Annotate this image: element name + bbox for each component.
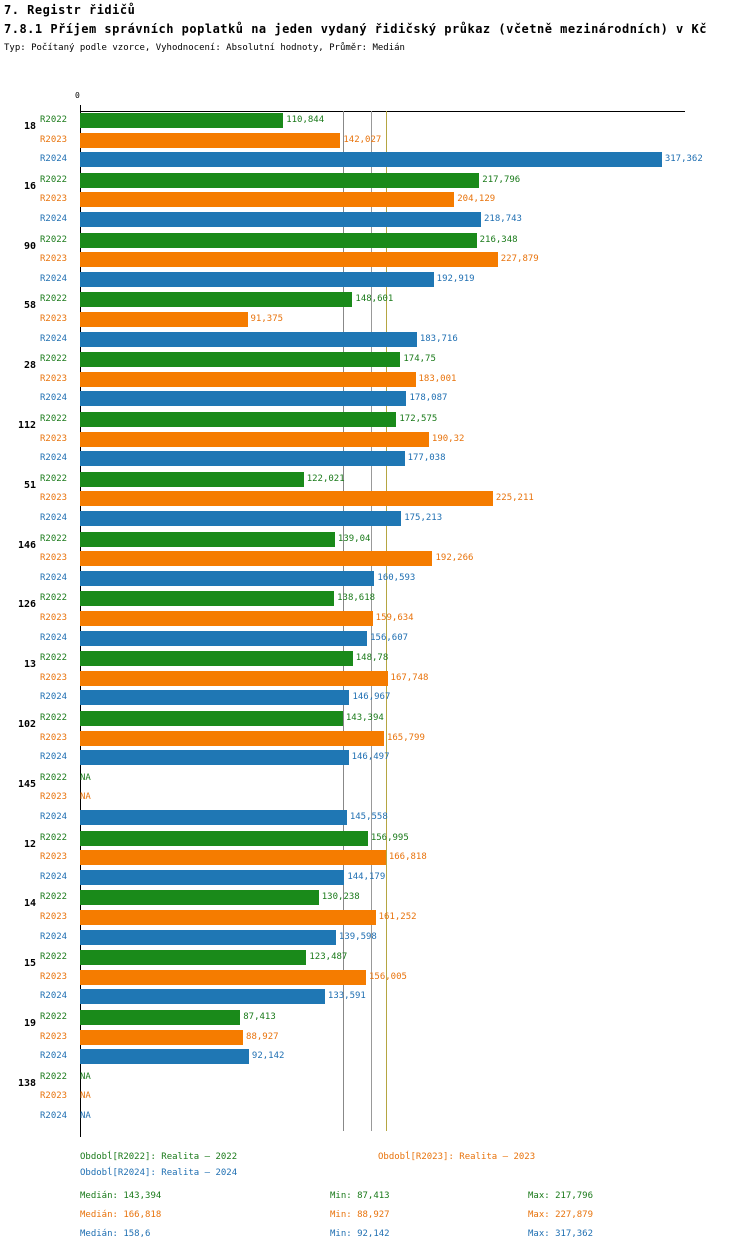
bar-row[interactable] bbox=[40, 370, 750, 389]
bar-row[interactable] bbox=[40, 530, 750, 549]
series-label: R2022 bbox=[40, 354, 68, 365]
bar-group bbox=[0, 231, 750, 290]
bar[interactable] bbox=[80, 472, 304, 487]
bar-row[interactable] bbox=[40, 449, 750, 468]
bar-value-label: 156,995 bbox=[370, 832, 409, 843]
bar-group bbox=[0, 290, 750, 349]
bar-group bbox=[0, 410, 750, 469]
bar-value-label: 177,038 bbox=[407, 453, 446, 464]
series-label: R2022 bbox=[40, 832, 68, 843]
bar[interactable] bbox=[80, 711, 343, 726]
series-label: R2024 bbox=[40, 453, 68, 464]
bar-group bbox=[0, 649, 750, 708]
bar-row[interactable] bbox=[40, 171, 750, 190]
bar-row[interactable] bbox=[40, 270, 750, 289]
bar[interactable] bbox=[80, 1030, 243, 1045]
bar-row[interactable] bbox=[40, 968, 750, 987]
bar-row[interactable] bbox=[40, 769, 750, 788]
bar-group bbox=[0, 1008, 750, 1067]
bar-row[interactable] bbox=[40, 848, 750, 867]
bar-row[interactable] bbox=[40, 589, 750, 608]
bar[interactable] bbox=[80, 731, 384, 746]
legend-row bbox=[0, 1167, 750, 1183]
bar-group bbox=[0, 530, 750, 589]
group-category-label: 138 bbox=[17, 1077, 36, 1089]
series-label: R2024 bbox=[40, 213, 68, 224]
bar-row[interactable] bbox=[40, 1107, 750, 1126]
bar-value-label: 110,844 bbox=[286, 115, 325, 125]
bar-row[interactable] bbox=[40, 788, 750, 807]
axis-zero-label: 0 bbox=[75, 91, 80, 100]
bar[interactable] bbox=[80, 152, 662, 167]
bar-value-label: 142,027 bbox=[343, 134, 382, 145]
bar-row[interactable] bbox=[40, 509, 750, 528]
bar-row[interactable] bbox=[40, 1028, 750, 1047]
bar[interactable] bbox=[80, 591, 334, 606]
series-label: R2023 bbox=[40, 254, 68, 265]
stat-median: Medián: 158,6 bbox=[80, 1229, 151, 1239]
series-label: R2024 bbox=[40, 752, 68, 763]
bar-value-label: 217,796 bbox=[482, 174, 521, 185]
group-category-label: 146 bbox=[17, 539, 36, 551]
stat-row bbox=[0, 1229, 750, 1248]
group-category-label: 58 bbox=[23, 300, 36, 312]
bar[interactable] bbox=[80, 412, 396, 427]
bar[interactable] bbox=[80, 950, 306, 965]
bar-value-label: 190,32 bbox=[431, 433, 465, 444]
bar-group bbox=[0, 1068, 750, 1127]
bar[interactable] bbox=[80, 690, 349, 705]
bar[interactable] bbox=[80, 532, 335, 547]
bar-value-label: 192,266 bbox=[435, 553, 474, 564]
series-label: R2022 bbox=[40, 1012, 68, 1022]
bar[interactable] bbox=[80, 551, 432, 566]
series-label: R2023 bbox=[40, 313, 68, 324]
bar[interactable] bbox=[80, 252, 498, 267]
bar-value-na: NA bbox=[80, 792, 91, 803]
chart-subtitle: Typ: Počítaný podle vzorce, Vyhodnocení: Absolutní hodnoty, Průměr: Medián bbox=[4, 43, 405, 53]
series-label: R2024 bbox=[40, 333, 68, 344]
bar-value-label: 204,129 bbox=[457, 194, 496, 205]
bar-row[interactable] bbox=[40, 609, 750, 628]
bar-row[interactable] bbox=[40, 489, 750, 508]
bar-row[interactable] bbox=[40, 131, 750, 150]
bar-value-label: 92,142 bbox=[251, 1051, 285, 1062]
bar[interactable] bbox=[80, 491, 493, 506]
bar-row[interactable] bbox=[40, 987, 750, 1006]
bar-row[interactable] bbox=[40, 1087, 750, 1106]
group-category-label: 18 bbox=[23, 121, 36, 132]
bar-value-label: 138,618 bbox=[337, 593, 376, 604]
bar-row[interactable] bbox=[40, 410, 750, 429]
series-label: R2024 bbox=[40, 393, 68, 404]
bar-group bbox=[0, 589, 750, 648]
group-category-label: 12 bbox=[23, 838, 36, 850]
bar-value-label: 145,558 bbox=[349, 811, 388, 822]
bar-group bbox=[0, 111, 750, 170]
bar-value-na: NA bbox=[80, 1071, 91, 1082]
chart-header bbox=[0, 3, 750, 54]
bar-row[interactable] bbox=[40, 629, 750, 648]
bar-row[interactable] bbox=[40, 868, 750, 887]
series-label: R2022 bbox=[40, 593, 68, 604]
bar-chart-plot bbox=[0, 91, 750, 1149]
bar-value-label: 165,799 bbox=[386, 732, 425, 743]
legend-item[interactable]: Obdobĺ[R2023]: Realita – 2023 bbox=[378, 1152, 536, 1162]
series-label: R2023 bbox=[40, 732, 68, 743]
bar-row[interactable] bbox=[40, 231, 750, 250]
bar-row[interactable] bbox=[40, 928, 750, 947]
stat-row bbox=[0, 1210, 750, 1229]
bar-row[interactable] bbox=[40, 649, 750, 668]
series-label: R2023 bbox=[40, 134, 68, 145]
series-label: R2023 bbox=[40, 971, 68, 982]
series-label: R2022 bbox=[40, 892, 68, 903]
bar-value-label: 167,748 bbox=[390, 672, 429, 683]
bar-row[interactable] bbox=[40, 310, 750, 329]
series-label: R2023 bbox=[40, 553, 68, 564]
bar[interactable] bbox=[80, 671, 388, 686]
bar-row[interactable] bbox=[40, 948, 750, 967]
bar-value-label: 91,375 bbox=[250, 313, 284, 324]
bar-value-label: 146,497 bbox=[351, 752, 390, 763]
bar-value-label: 146,967 bbox=[352, 692, 391, 703]
bar[interactable] bbox=[80, 432, 429, 447]
bar-group bbox=[0, 829, 750, 888]
group-category-label: 90 bbox=[23, 240, 36, 252]
bar-group bbox=[0, 171, 750, 230]
bar-row[interactable] bbox=[40, 190, 750, 209]
bar[interactable] bbox=[80, 212, 481, 227]
bar-value-na: NA bbox=[80, 772, 91, 783]
series-label: R2024 bbox=[40, 273, 68, 284]
series-label: R2022 bbox=[40, 115, 68, 125]
stat-median: Medián: 143,394 bbox=[80, 1191, 162, 1201]
bar[interactable] bbox=[80, 352, 400, 367]
stat-min: Min: 88,927 bbox=[330, 1210, 390, 1220]
bar-group bbox=[0, 709, 750, 768]
series-label: R2022 bbox=[40, 533, 68, 544]
series-label: R2022 bbox=[40, 473, 68, 484]
bar-row[interactable] bbox=[40, 748, 750, 767]
bar[interactable] bbox=[80, 451, 405, 466]
bar-row[interactable] bbox=[40, 688, 750, 707]
bar[interactable] bbox=[80, 332, 417, 347]
group-category-label: 112 bbox=[17, 420, 36, 431]
bar-row[interactable] bbox=[40, 569, 750, 588]
bar[interactable] bbox=[80, 631, 367, 646]
group-category-label: 15 bbox=[23, 958, 36, 970]
series-label: R2024 bbox=[40, 871, 68, 882]
bar[interactable] bbox=[80, 989, 325, 1004]
bar-row[interactable] bbox=[40, 150, 750, 169]
bar-value-label: 178,087 bbox=[409, 393, 448, 404]
series-label: R2022 bbox=[40, 1071, 68, 1082]
series-label: R2023 bbox=[40, 1091, 68, 1102]
bar-value-label: 139,598 bbox=[338, 931, 377, 942]
group-category-label: 145 bbox=[17, 778, 36, 790]
bar-row[interactable] bbox=[40, 908, 750, 927]
bar-value-label: 183,716 bbox=[419, 333, 458, 344]
bar-row[interactable] bbox=[40, 430, 750, 449]
legend-row bbox=[0, 1151, 750, 1167]
bar[interactable] bbox=[80, 272, 434, 287]
bar-row[interactable] bbox=[40, 470, 750, 489]
bar-row[interactable] bbox=[40, 389, 750, 408]
bar-row[interactable] bbox=[40, 111, 750, 130]
bar[interactable] bbox=[80, 292, 352, 307]
bar-value-label: 130,238 bbox=[321, 892, 360, 903]
bar[interactable] bbox=[80, 511, 401, 526]
bar-row[interactable] bbox=[40, 330, 750, 349]
chart-legend bbox=[0, 1151, 750, 1183]
bar-value-label: 143,394 bbox=[345, 713, 384, 723]
bar-value-label: 148,601 bbox=[355, 294, 394, 305]
group-category-label: 51 bbox=[23, 479, 36, 491]
series-label: R2024 bbox=[40, 1110, 68, 1121]
bar[interactable] bbox=[80, 651, 353, 666]
bar[interactable] bbox=[80, 233, 477, 248]
series-label: R2023 bbox=[40, 612, 68, 623]
bar[interactable] bbox=[80, 890, 319, 905]
stat-max: Max: 217,796 bbox=[528, 1191, 594, 1201]
bar-row[interactable] bbox=[40, 709, 750, 728]
bar[interactable] bbox=[80, 870, 344, 885]
series-label: R2022 bbox=[40, 234, 68, 245]
group-category-label: 16 bbox=[23, 180, 36, 192]
bar-value-label: 133,591 bbox=[327, 991, 366, 1002]
bar-group bbox=[0, 470, 750, 529]
section-label: 7. Registr řidičů bbox=[4, 3, 136, 17]
bar[interactable] bbox=[80, 930, 336, 945]
series-label: R2024 bbox=[40, 512, 68, 523]
series-label: R2023 bbox=[40, 1031, 68, 1042]
bar-group bbox=[0, 948, 750, 1007]
bar-row[interactable] bbox=[40, 549, 750, 568]
bar-group bbox=[0, 769, 750, 828]
series-label: R2023 bbox=[40, 194, 68, 205]
series-label: R2024 bbox=[40, 692, 68, 703]
series-label: R2023 bbox=[40, 852, 68, 863]
bar-row[interactable] bbox=[40, 829, 750, 848]
bar-group bbox=[0, 888, 750, 947]
bar-row[interactable] bbox=[40, 1008, 750, 1027]
page-title: 7.8.1 Příjem správních poplatků na jeden vydaný řidičský průkaz (včetně mezinárodních) v Kč bbox=[4, 22, 707, 36]
bar-row[interactable] bbox=[40, 669, 750, 688]
bar-row[interactable] bbox=[40, 290, 750, 309]
stat-max: Max: 227,879 bbox=[528, 1210, 594, 1220]
series-label: R2024 bbox=[40, 931, 68, 942]
bar-row[interactable] bbox=[40, 210, 750, 229]
series-label: R2022 bbox=[40, 653, 68, 664]
stat-max: Max: 317,362 bbox=[528, 1229, 594, 1239]
series-label: R2023 bbox=[40, 911, 68, 922]
series-label: R2024 bbox=[40, 154, 68, 165]
bar-value-label: 148,78 bbox=[355, 653, 389, 664]
bar-value-label: 172,575 bbox=[399, 414, 438, 424]
series-label: R2022 bbox=[40, 772, 68, 783]
bar-value-label: 161,252 bbox=[378, 911, 417, 922]
bar[interactable] bbox=[80, 312, 248, 327]
bar[interactable] bbox=[80, 391, 406, 406]
legend-item[interactable]: Obdobĺ[R2024]: Realita – 2024 bbox=[80, 1168, 238, 1178]
bar[interactable] bbox=[80, 113, 283, 128]
bar[interactable] bbox=[80, 1010, 240, 1025]
series-label: R2024 bbox=[40, 811, 68, 822]
bar[interactable] bbox=[80, 372, 416, 387]
bar[interactable] bbox=[80, 1049, 249, 1064]
bar-row[interactable] bbox=[40, 1068, 750, 1087]
bar-value-label: 317,362 bbox=[664, 154, 703, 165]
bar-value-label: 174,75 bbox=[403, 354, 436, 365]
bar-row[interactable] bbox=[40, 729, 750, 748]
series-label: R2022 bbox=[40, 294, 68, 305]
bar-value-label: 175,213 bbox=[404, 512, 443, 523]
series-label: R2022 bbox=[40, 414, 68, 424]
bar[interactable] bbox=[80, 611, 373, 626]
series-label: R2022 bbox=[40, 952, 68, 963]
bar-row[interactable] bbox=[40, 888, 750, 907]
bar-value-label: 156,005 bbox=[369, 971, 407, 982]
series-label: R2022 bbox=[40, 174, 68, 185]
bar[interactable] bbox=[80, 173, 479, 188]
group-category-label: 28 bbox=[23, 360, 36, 372]
group-category-label: 102 bbox=[17, 719, 36, 730]
bar-value-label: 216,348 bbox=[479, 234, 518, 245]
bar[interactable] bbox=[80, 850, 386, 865]
bar[interactable] bbox=[80, 970, 366, 985]
group-category-label: 19 bbox=[23, 1018, 36, 1029]
bar-group bbox=[0, 350, 750, 409]
bar[interactable] bbox=[80, 571, 374, 586]
bar-row[interactable] bbox=[40, 808, 750, 827]
bar-value-label: 144,179 bbox=[347, 871, 386, 882]
stat-row bbox=[0, 1191, 750, 1210]
bar-value-label: 123,487 bbox=[309, 952, 348, 963]
bar-value-label: 218,743 bbox=[484, 213, 522, 224]
bar[interactable] bbox=[80, 910, 376, 925]
bar-value-label: 159,634 bbox=[375, 612, 414, 623]
series-label: R2024 bbox=[40, 632, 68, 643]
group-category-label: 126 bbox=[17, 599, 36, 611]
bar-value-label: 183,001 bbox=[418, 373, 457, 384]
series-label: R2022 bbox=[40, 713, 68, 723]
bar-value-na: NA bbox=[80, 1091, 91, 1102]
chart-stats bbox=[0, 1191, 750, 1248]
series-label: R2024 bbox=[40, 991, 68, 1002]
legend-item[interactable]: Obdobĺ[R2022]: Realita – 2022 bbox=[80, 1152, 238, 1162]
series-label: R2023 bbox=[40, 493, 68, 504]
bar[interactable] bbox=[80, 810, 347, 825]
bar[interactable] bbox=[80, 133, 340, 148]
stat-min: Min: 92,142 bbox=[330, 1229, 390, 1239]
bar[interactable] bbox=[80, 750, 349, 765]
bar-value-na: NA bbox=[80, 1110, 91, 1121]
series-label: R2023 bbox=[40, 433, 68, 444]
series-label: R2024 bbox=[40, 1051, 68, 1062]
series-label: R2024 bbox=[40, 572, 68, 583]
bar-value-label: 166,818 bbox=[388, 852, 427, 863]
bar-row[interactable] bbox=[40, 1047, 750, 1066]
bar-value-label: 160,593 bbox=[377, 572, 416, 583]
bar-row[interactable] bbox=[40, 250, 750, 269]
bar-value-label: 122,021 bbox=[306, 473, 345, 484]
bar-value-label: 227,879 bbox=[500, 254, 539, 265]
stat-median: Medián: 166,818 bbox=[80, 1210, 162, 1220]
bar-value-label: 139,04 bbox=[337, 533, 371, 544]
bar[interactable] bbox=[80, 831, 368, 846]
series-label: R2023 bbox=[40, 373, 68, 384]
bar-value-label: 192,919 bbox=[436, 273, 475, 284]
bar-value-label: 225,211 bbox=[495, 493, 534, 504]
bar-value-label: 88,927 bbox=[246, 1031, 279, 1042]
bar-row[interactable] bbox=[40, 350, 750, 369]
bar-value-label: 87,413 bbox=[243, 1012, 276, 1022]
stat-min: Min: 87,413 bbox=[330, 1191, 390, 1201]
bar[interactable] bbox=[80, 192, 454, 207]
series-label: R2023 bbox=[40, 672, 68, 683]
group-category-label: 14 bbox=[23, 898, 36, 910]
bar-value-label: 156,607 bbox=[370, 632, 409, 643]
group-category-label: 13 bbox=[23, 659, 36, 671]
series-label: R2023 bbox=[40, 792, 68, 803]
